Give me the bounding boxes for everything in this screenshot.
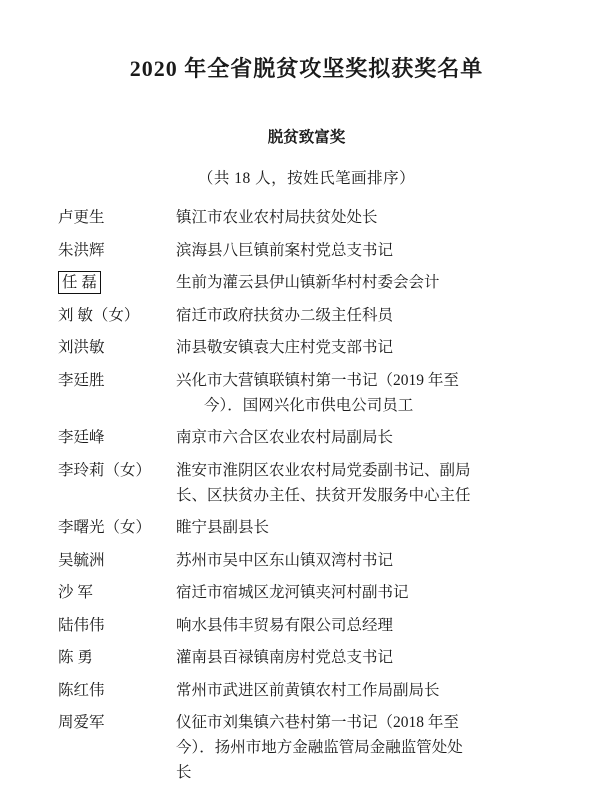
recipient-title bbox=[176, 548, 555, 573]
recipient-title-line: 生前为灌云县伊山镇新华村村委会会计 bbox=[176, 274, 440, 291]
recipient-title bbox=[176, 303, 555, 328]
recipient-title-line: 今）．扬州市地方金融监管局金融监管处处 bbox=[176, 739, 463, 756]
award-count-note: （共 18 人，按姓氏笔画排序） bbox=[197, 170, 416, 187]
recipient-title bbox=[176, 645, 555, 670]
recipient-title-line: 镇江市农业农村局扶贫处处长 bbox=[176, 209, 378, 226]
recipient-title-line: 睢宁县副县长 bbox=[176, 519, 270, 536]
recipient-title-line: 淮安市淮阴区农业农村局党委副书记、副局 bbox=[176, 461, 471, 479]
recipient-name: 刘 敏（女） bbox=[58, 306, 140, 324]
recipient-title bbox=[176, 458, 555, 508]
recipient-title bbox=[176, 710, 555, 785]
recipient-title-line: 兴化市大营镇联镇村第一书记（2019 年至 bbox=[176, 371, 459, 389]
recipient-name: 陈 勇 bbox=[58, 649, 93, 666]
recipient-name: 李廷峰 bbox=[58, 429, 105, 446]
recipient-title bbox=[176, 425, 555, 450]
recipient-title-line: 滨海县八巨镇前案村党总支书记 bbox=[176, 241, 394, 259]
recipient-title-line: 响水县伟丰贸易有限公司总经理 bbox=[176, 616, 394, 634]
list-item bbox=[58, 238, 555, 263]
recipient-name: 陆伟伟 bbox=[58, 616, 105, 634]
recipient-title-line: 常州市武进区前黄镇农村工作局副局长 bbox=[176, 681, 440, 699]
recipient-name: 李廷胜 bbox=[58, 371, 105, 389]
list-item bbox=[58, 270, 555, 295]
recipient-name-highlighted bbox=[58, 270, 176, 295]
recipient-list bbox=[58, 205, 555, 785]
list-item bbox=[58, 548, 555, 573]
recipient-name: 李玲莉（女） bbox=[58, 461, 152, 479]
recipient-title-line: 仪征市刘集镇六巷村第一书记（2018 年至 bbox=[176, 714, 459, 731]
recipient-title-line: 宿迁市政府扶贫办二级主任科员 bbox=[176, 306, 394, 324]
recipient-title bbox=[176, 270, 555, 295]
recipient-name: 沙 军 bbox=[58, 584, 93, 601]
list-item bbox=[58, 515, 555, 540]
recipient-name: 李曙光（女） bbox=[58, 519, 152, 536]
list-item bbox=[58, 425, 555, 450]
list-item bbox=[58, 458, 555, 508]
recipient-name: 刘洪敏 bbox=[58, 339, 105, 356]
recipient-title-line: 长、区扶贫办主任、扶贫开发服务中心主任 bbox=[176, 486, 471, 504]
list-item bbox=[58, 368, 555, 418]
list-item bbox=[58, 613, 555, 638]
recipient-title bbox=[176, 515, 555, 540]
list-item bbox=[58, 303, 555, 328]
recipient-title bbox=[176, 613, 555, 638]
recipient-name: 卢更生 bbox=[58, 209, 105, 226]
recipient-title-line: 灌南县百禄镇南房村党总支书记 bbox=[176, 649, 394, 666]
recipient-name: 任 磊 bbox=[58, 271, 101, 294]
award-category-heading: 脱贫致富奖 bbox=[267, 129, 346, 146]
list-item bbox=[58, 645, 555, 670]
recipient-title-line: 今）．国网兴化市供电公司员工 bbox=[204, 396, 414, 414]
recipient-title-line: 南京市六合区农业农村局副局长 bbox=[176, 429, 394, 446]
list-item bbox=[58, 205, 555, 230]
recipient-title bbox=[176, 368, 555, 418]
list-item bbox=[58, 335, 555, 360]
recipient-title bbox=[176, 678, 555, 703]
recipient-title-line: 苏州市吴中区东山镇双湾村书记 bbox=[176, 551, 394, 569]
recipient-title bbox=[176, 238, 555, 263]
page-title: 2020 年全省脱贫攻坚奖拟获奖名单 bbox=[129, 56, 484, 81]
recipient-title bbox=[176, 580, 555, 605]
list-item bbox=[58, 580, 555, 605]
list-item bbox=[58, 678, 555, 703]
recipient-title-line: 宿迁市宿城区龙河镇夹河村副书记 bbox=[176, 584, 409, 601]
recipient-title bbox=[176, 335, 555, 360]
recipient-name: 陈红伟 bbox=[58, 681, 105, 699]
recipient-name: 朱洪辉 bbox=[58, 241, 105, 259]
recipient-title-line: 长 bbox=[176, 764, 192, 781]
recipient-title-line: 沛县敬安镇袁大庄村党支部书记 bbox=[176, 339, 394, 356]
recipient-name: 吴毓洲 bbox=[58, 551, 105, 569]
recipient-name: 周爱军 bbox=[58, 714, 105, 731]
list-item bbox=[58, 710, 555, 785]
recipient-title bbox=[176, 205, 555, 230]
